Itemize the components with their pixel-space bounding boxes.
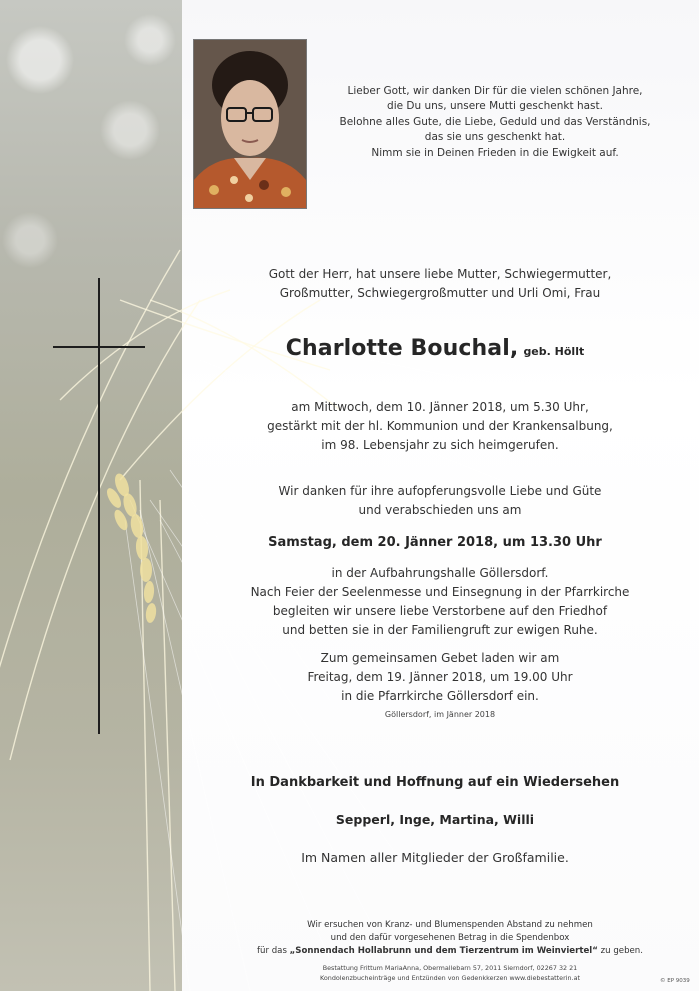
maiden-name: geb. Höllt: [523, 345, 585, 358]
undertaker-footer: [250, 964, 650, 983]
prayer-meeting-line: Zum gemeinsamen Gebet laden wir am: [320, 651, 560, 665]
donation-suffix: zu geben.: [597, 945, 643, 956]
thanks-line: und verabschieden uns am: [358, 503, 522, 517]
thanks-line: Wir danken für ihre aufopferungsvolle Liebe und Güte: [278, 484, 602, 498]
donation-prefix: für das: [256, 945, 290, 956]
closing-line: In Dankbarkeit und Hoffnung auf ein Wiedersehen: [250, 775, 620, 790]
family-names: Sepperl, Inge, Martina, Willi: [335, 812, 535, 827]
footer-line: Bestattung Frittum MariaAnna, Obermallebarn 57, 2011 Sierndorf, 02267 32 21: [322, 964, 578, 972]
relatives-line: Im Namen aller Mitglieder der Großfamilie.: [301, 850, 569, 865]
intro-line: Gott der Herr, hat unsere liebe Mutter, Schwiegermutter,: [268, 267, 612, 281]
copyright-mark: © EP 9039: [660, 978, 690, 984]
prayer-meeting-line: in die Pfarrkirche Göllersdorf ein.: [341, 689, 539, 703]
intro-text: [240, 265, 640, 303]
prayer-line: Nimm sie in Deinen Frieden in die Ewigkeit auf.: [371, 146, 619, 159]
ceremony-text: [220, 564, 660, 640]
ceremony-line: Nach Feier der Seelenmesse und Einsegnung in der Pfarrkirche: [250, 585, 630, 599]
deceased-heading: [210, 336, 660, 361]
intro-line: Großmutter, Schwiegergroßmutter und Urli Omi, Frau: [279, 286, 601, 300]
death-notice-line: gestärkt mit der hl. Kommunion und der Krankensalbung,: [267, 419, 613, 433]
cross-horizontal-bar: [53, 346, 145, 348]
donation-line: und den dafür vorgesehenen Betrag in die Spendenbox: [330, 932, 570, 943]
prayer-line: das sie uns geschenkt hat.: [424, 131, 566, 144]
portrait-photo: [193, 39, 307, 209]
ceremony-line: und betten sie in der Familiengruft zur ewigen Ruhe.: [282, 623, 598, 637]
prayer-line: Belohne alles Gute, die Liebe, Geduld und das Verständnis,: [339, 115, 651, 128]
prayer-line: die Du uns, unsere Mutti geschenkt hast.: [387, 100, 603, 113]
ceremony-line: begleiten wir unsere liebe Verstorbene auf den Friedhof: [272, 604, 608, 618]
decorative-side-panel: [0, 0, 182, 991]
funeral-date: Samstag, dem 20. Jänner 2018, um 13.30 Uhr: [268, 535, 602, 550]
death-notice: [240, 398, 640, 455]
ceremony-line: in der Aufbahrungshalle Göllersdorf.: [331, 566, 549, 580]
place-date: Göllersdorf, im Jänner 2018: [384, 710, 496, 719]
donation-line: [215, 945, 685, 958]
prayer-meeting-text: [240, 649, 640, 706]
donation-line: Wir ersuchen von Kranz- und Blumenspenden Abstand zu nehmen: [307, 920, 593, 930]
prayer-text: [335, 84, 655, 161]
footer-line: Kondolenzbucheinträge und Entzünden von Gedenkkerzen www.diebestatterin.at: [320, 973, 580, 982]
death-notice-line: im 98. Lebensjahr zu sich heimgerufen.: [321, 438, 559, 452]
donation-recipient: „Sonnendach Hollabrunn und dem Tierzentrum im Weinviertel“: [289, 945, 598, 956]
prayer-meeting-line: Freitag, dem 19. Jänner 2018, um 19.00 Uhr: [307, 670, 573, 684]
death-notice-line: am Mittwoch, dem 10. Jänner 2018, um 5.30 Uhr,: [291, 400, 589, 414]
donation-request: [215, 919, 685, 957]
deceased-name: Charlotte Bouchal,: [285, 336, 519, 361]
prayer-line: Lieber Gott, wir danken Dir für die vielen schönen Jahre,: [347, 85, 643, 97]
thanks-text: [240, 482, 640, 520]
